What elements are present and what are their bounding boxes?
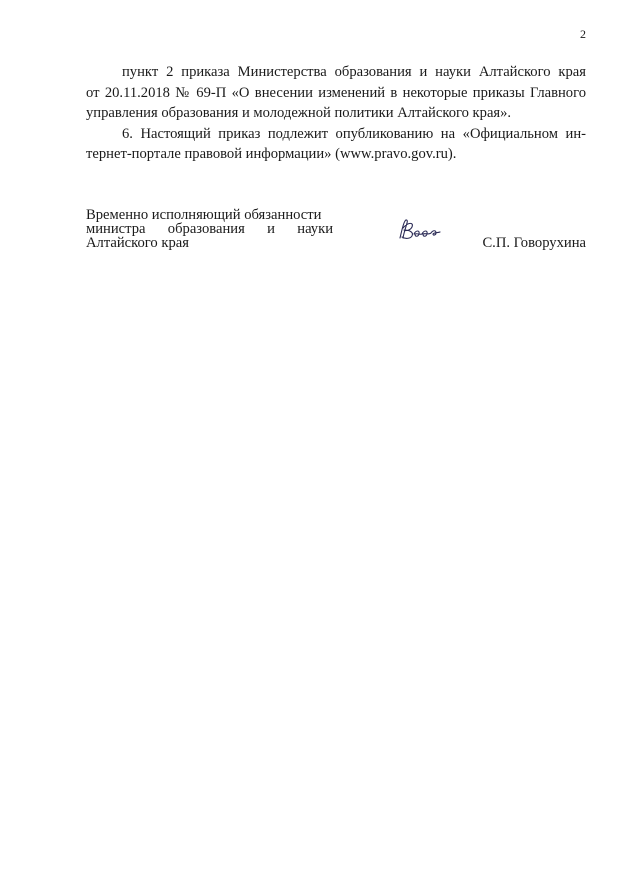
- signer-position: [86, 208, 333, 250]
- signer-position-line: Временно исполняющий обязанности: [86, 207, 322, 223]
- body-line: пункт 2 приказа Министерства образования и науки Алтайского края: [122, 64, 586, 80]
- document-body: [86, 62, 586, 165]
- body-line: тернет-портале правовой информации» (www.pravo.gov.ru).: [86, 146, 457, 162]
- signer-name: С.П. Говорухина: [482, 235, 586, 251]
- paragraph-item-5: [86, 62, 586, 124]
- handwritten-signature: [396, 216, 442, 244]
- signature-block: [86, 208, 586, 268]
- signer-position-line: Алтайского края: [86, 235, 189, 251]
- body-line: управления образования и молодежной политики Алтайского края».: [86, 105, 512, 121]
- signer-position-line: министра образования и науки: [86, 221, 333, 237]
- page-number: 2: [580, 27, 586, 41]
- paragraph-item-6: [86, 124, 586, 165]
- body-line: 6. Настоящий приказ подлежит опубликованию на «Официальном ин-: [122, 125, 586, 142]
- body-line: от 20.11.2018 № 69-П «О внесении изменений в некоторые приказы Главного: [86, 84, 586, 101]
